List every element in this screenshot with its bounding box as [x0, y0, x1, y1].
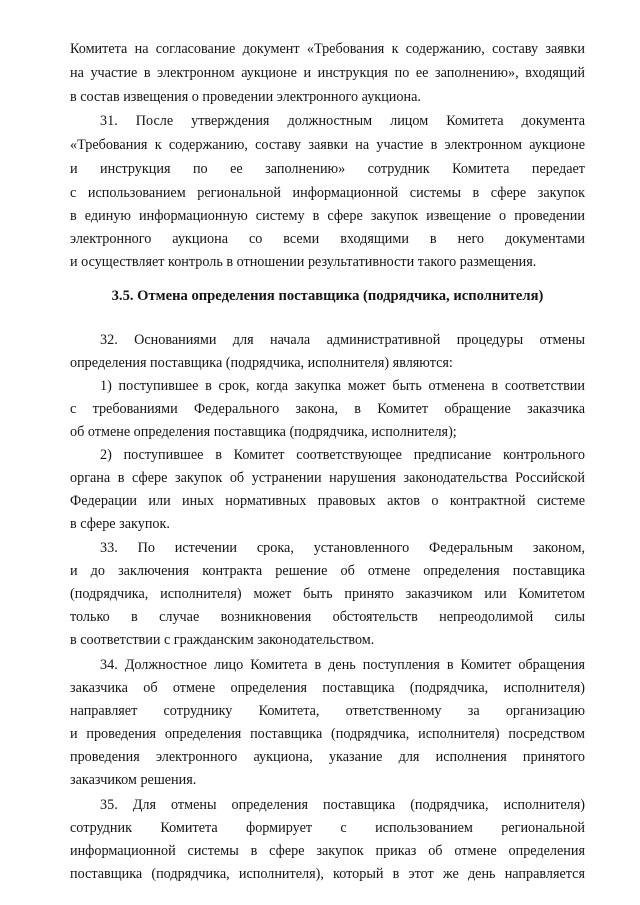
text-line: 35. Для отмены определения поставщика (подрядчика, исполнителя)	[100, 797, 585, 813]
text-line: Комитета на согласование документ «Требования к содержанию, составу заявки	[70, 41, 585, 57]
text-line: 32. Основаниями для начала административной процедуры отмены	[100, 332, 585, 348]
text-line: с использованием региональной информационной системы в сфере закупок	[70, 185, 585, 201]
text-line: определения поставщика (подрядчика, исполнителя) являются:	[70, 355, 453, 371]
text-line: (подрядчика, исполнителя) может быть принято заказчиком или Комитетом	[70, 586, 585, 602]
text-line: на участие в электронном аукционе и инструкция по ее заполнению», входящий	[70, 65, 585, 81]
text-line: органа в сфере закупок об устранении нарушения законодательства Российской	[70, 470, 585, 486]
text-line: в состав извещения о проведении электронного аукциона.	[70, 89, 421, 105]
text-line: 2) поступившее в Комитет соответствующее предписание контрольного	[100, 447, 585, 463]
text-line: и инструкция по ее заполнению» сотрудник Комитета передает	[70, 161, 585, 177]
text-line: направляет сотруднику Комитета, ответственному за организацию	[70, 703, 585, 719]
text-line: электронного аукциона со всеми входящими в него документами	[70, 231, 585, 247]
section-heading: 3.5. Отмена определения поставщика (подрядчика, исполнителя)	[111, 288, 544, 304]
text-line: только в случае возникновения обстоятельств непреодолимой силы	[70, 609, 585, 625]
text-line: 34. Должностное лицо Комитета в день поступления в Комитет обращения	[100, 657, 585, 673]
text-line: с требованиями Федерального закона, в Комитет обращение заказчика	[70, 401, 585, 417]
text-line: в соответствии с гражданским законодательством.	[70, 632, 375, 648]
text-line: Федерации или иных нормативных правовых актов о контрактной системе	[70, 493, 585, 509]
text-line: 1) поступившее в срок, когда закупка может быть отменена в соответствии	[100, 378, 585, 394]
text-line: информационной системы в сфере закупок приказ об отмене определения	[70, 843, 585, 859]
text-line: проведения электронного аукциона, указание для исполнения принятого	[70, 749, 585, 765]
text-line: «Требования к содержанию, составу заявки на участие в электронном аукционе	[70, 137, 585, 153]
text-line: 31. После утверждения должностным лицом Комитета документа	[100, 113, 585, 129]
text-line: и проведения определения поставщика (подрядчика, исполнителя) посредством	[70, 726, 585, 742]
text-line: об отмене определения поставщика (подрядчика, исполнителя);	[70, 424, 457, 440]
text-line: в сфере закупок.	[70, 516, 170, 532]
text-line: и до заключения контракта решение об отмене определения поставщика	[70, 563, 585, 579]
text-line: и осуществляет контроль в отношении результативности такого размещения.	[70, 254, 537, 270]
text-line: поставщика (подрядчика, исполнителя), который в этот же день направляется	[70, 866, 585, 882]
text-line: заказчика об отмене определения поставщика (подрядчика, исполнителя)	[70, 680, 585, 696]
text-line: 33. По истечении срока, установленного Федеральным законом,	[100, 540, 585, 556]
text-line: сотрудник Комитета формирует с использованием региональной	[70, 820, 585, 836]
text-line: заказчиком решения.	[70, 772, 197, 788]
text-line: в единую информационную систему в сфере закупок извещение о проведении	[70, 208, 585, 224]
